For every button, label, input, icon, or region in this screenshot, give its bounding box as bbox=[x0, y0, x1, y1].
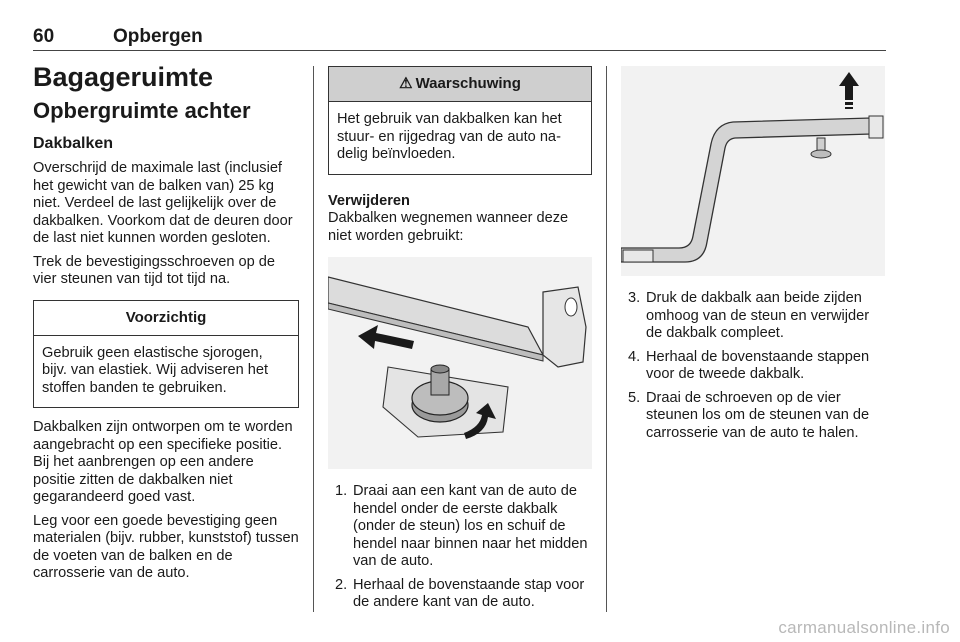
remove-intro: Dakbalken wegnemen wanneer deze niet worden gebruikt: bbox=[328, 210, 569, 244]
paragraph-retighten: Trek de bevestigingsschroeven op de vier steunen van tijd tot tijd na. bbox=[33, 253, 276, 287]
chapter-title: Opbergen bbox=[113, 26, 203, 47]
warning-header bbox=[329, 67, 591, 102]
caution-title: Voorzichtig bbox=[34, 301, 298, 336]
section-title: Opbergruimte achter bbox=[33, 98, 251, 123]
column-divider-2 bbox=[606, 66, 607, 612]
header-rule bbox=[33, 50, 886, 51]
figure-loosen-handle bbox=[328, 257, 592, 469]
list-item: 3. Druk de dakbalk aan beide zijden omhoog van de steun en verwijder de dakbalk compleet. bbox=[628, 290, 870, 341]
remove-heading: Verwijderen bbox=[328, 192, 410, 209]
page-number: 60 bbox=[33, 26, 55, 47]
caution-body: Gebruik geen elastische sjorogen, bijv. van elastiek. Wij adviseren het stoffen banden te gebruiken. bbox=[42, 344, 269, 396]
page-title: Bagageruimte bbox=[33, 62, 214, 92]
warning-title: Waarschuwing bbox=[415, 75, 521, 92]
steps-list-1 bbox=[328, 483, 592, 612]
column-2 bbox=[328, 66, 592, 618]
warning-body: Het gebruik van dakbalken kan het stuur- en rijgedrag van de auto nadelig beïnvloeden. bbox=[337, 111, 562, 162]
column-divider-1 bbox=[313, 66, 314, 612]
paragraph-materials: Leg voor een goede bevestiging geen materialen (bijv. rubber, kunststof) tussen de voeten van de balken en de carrosserie van de auto. bbox=[33, 512, 299, 581]
watermark: carmanualsonline.info bbox=[778, 618, 950, 637]
warning-box bbox=[328, 66, 592, 175]
steps-list-2 bbox=[621, 290, 886, 442]
list-item: 4. Herhaal de bovenstaande stappen voor de tweede dakbalk. bbox=[628, 348, 870, 382]
warning-triangle-icon: ⚠ bbox=[399, 75, 413, 92]
list-item: 5. Draai de schroeven op de vier steunen los om de steunen van de carrosserie van de auto te halen. bbox=[628, 389, 870, 441]
paragraph-max-load: Overschrijd de maximale last (inclusief het gewicht van de balken van) 25 kg niet. Verdeel de last gelijkelijk over de dakbalken. Voorkom dat de deuren door de last niet kunnen worden gesloten. bbox=[33, 160, 293, 246]
roof-rack-foot-illustration bbox=[328, 257, 592, 469]
paragraph-position: Dakbalken zijn ontworpen om te worden aangebracht op een specifieke positie. Bij het aanbrengen op een andere positie zitten de dakbalken niet gegarandeerd goed vast. bbox=[33, 419, 293, 505]
figure-remove-bar bbox=[621, 66, 885, 276]
subsection-title: Dakbalken bbox=[33, 135, 114, 152]
roof-bar-profile-illustration bbox=[621, 66, 885, 276]
caution-box bbox=[33, 300, 299, 409]
list-item: 1. Draai aan een kant van de auto de hendel onder de eerste dakbalk (onder de steun) los en schuif de hendel naar binnen naar het midden van de auto. bbox=[335, 483, 588, 569]
column-3 bbox=[621, 66, 886, 448]
list-item: 2. Herhaal de bovenstaande stap voor de andere kant van de auto. bbox=[335, 576, 585, 610]
column-1 bbox=[33, 60, 299, 583]
